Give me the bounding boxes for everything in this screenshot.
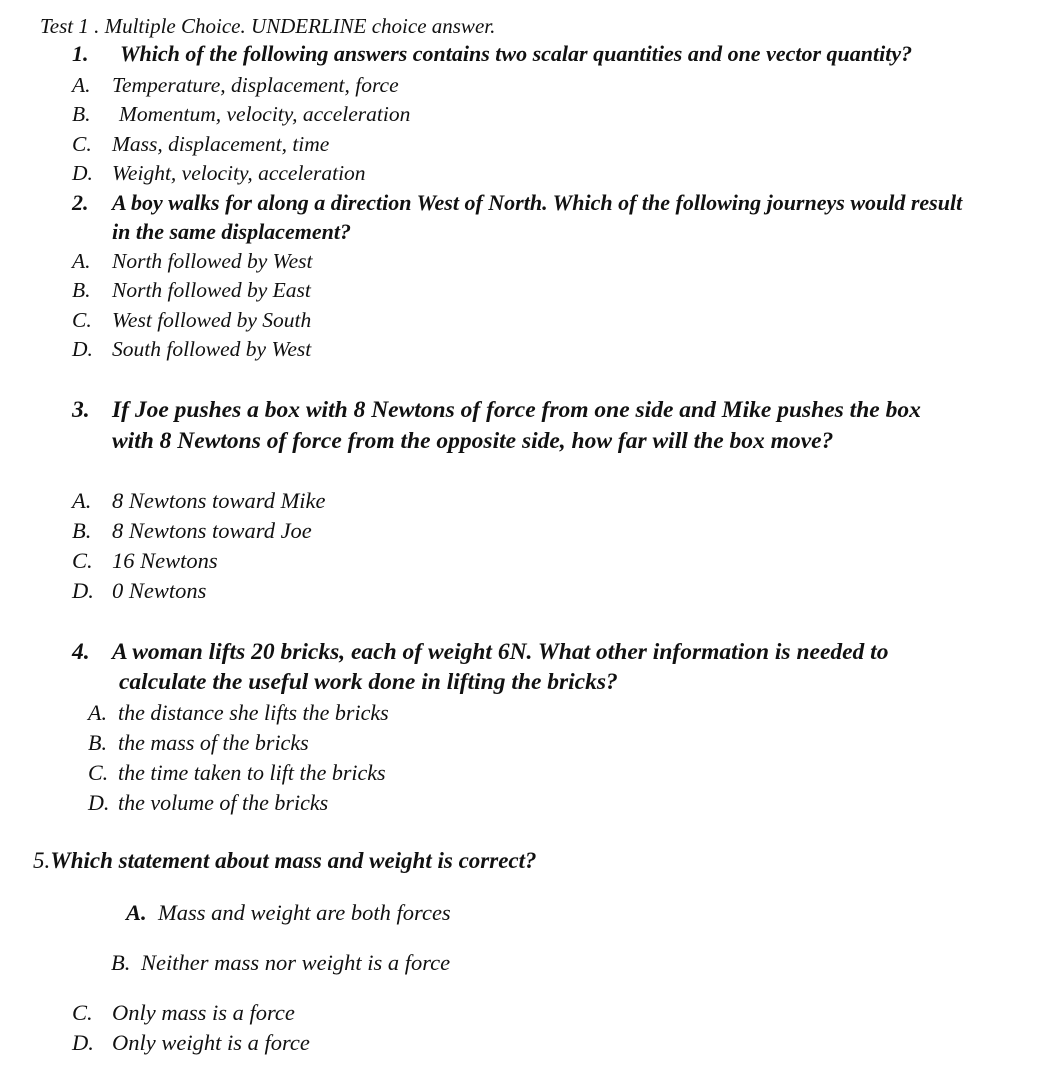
option-letter: C.: [88, 760, 109, 785]
option-text: the distance she lifts the bricks: [118, 700, 389, 725]
question-4-line-2: calculate the useful work done in lifting the bricks?: [119, 669, 618, 695]
option-letter: D.: [72, 161, 93, 185]
question-text: Which of the following answers contains two scalar quantities and one vector quantity?: [120, 41, 913, 66]
option-text: Weight, velocity, acceleration: [112, 161, 366, 185]
option-text: the time taken to lift the bricks: [118, 760, 386, 785]
option-text: Only mass is a force: [112, 1000, 295, 1025]
option-letter: D.: [72, 578, 94, 603]
option-5b[interactable]: [111, 950, 450, 976]
option-1a[interactable]: [72, 73, 399, 98]
option-letter: D.: [88, 790, 110, 815]
option-letter: B.: [111, 950, 131, 975]
option-text: 16 Newtons: [112, 548, 218, 573]
page-title: Test 1 . Multiple Choice. UNDERLINE choice answer.: [40, 14, 496, 38]
option-letter: C.: [72, 1000, 93, 1025]
option-text: 8 Newtons toward Joe: [112, 518, 312, 543]
option-1c[interactable]: [72, 132, 329, 157]
question-3-line-2: with 8 Newtons of force from the opposite side, how far will the box move?: [112, 428, 834, 454]
option-2d[interactable]: [72, 337, 311, 362]
option-letter: D.: [72, 1030, 94, 1055]
option-letter: C.: [72, 308, 92, 332]
option-2c[interactable]: [72, 308, 311, 333]
option-letter: B.: [88, 730, 107, 755]
option-letter: A.: [72, 73, 91, 97]
option-5d[interactable]: [72, 1030, 310, 1056]
question-2: [72, 190, 962, 216]
question-4: [72, 639, 888, 666]
option-2a[interactable]: [72, 249, 312, 274]
option-4a[interactable]: [88, 700, 389, 726]
option-3d[interactable]: [72, 578, 206, 604]
question-number: 1.: [72, 41, 89, 66]
question-number: 5.: [33, 848, 51, 873]
option-3a[interactable]: [72, 488, 326, 514]
option-letter: D.: [72, 337, 93, 361]
option-3b[interactable]: [72, 518, 312, 544]
option-letter: B.: [72, 278, 91, 302]
option-text: 8 Newtons toward Mike: [112, 488, 326, 513]
option-text: Only weight is a force: [112, 1030, 310, 1055]
option-letter: A.: [72, 249, 91, 273]
question-text: If Joe pushes a box with 8 Newtons of force from one side and Mike pushes the box: [112, 397, 921, 423]
option-letter: B.: [72, 102, 91, 126]
option-letter: A.: [88, 700, 107, 725]
option-letter: A.: [72, 488, 92, 513]
option-3c[interactable]: [72, 548, 218, 574]
option-4d[interactable]: [88, 790, 328, 816]
option-letter: A.: [126, 900, 147, 925]
option-4b[interactable]: [88, 730, 309, 756]
option-text: North followed by West: [112, 249, 313, 273]
option-1b[interactable]: [72, 102, 410, 127]
option-text: Momentum, velocity, acceleration: [119, 102, 411, 126]
option-letter: C.: [72, 548, 93, 573]
question-number: 4.: [72, 639, 90, 665]
option-text: 0 Newtons: [112, 578, 207, 603]
question-number: 2.: [72, 190, 89, 215]
option-5a[interactable]: [126, 900, 451, 926]
option-text: Temperature, displacement, force: [112, 73, 399, 97]
option-text: Neither mass nor weight is a force: [141, 950, 451, 975]
question-text: Which statement about mass and weight is correct?: [50, 848, 537, 873]
question-2-line-2: in the same displacement?: [112, 219, 351, 244]
option-1d[interactable]: [72, 161, 366, 186]
option-letter: B.: [72, 518, 92, 543]
option-text: Mass, displacement, time: [112, 132, 330, 156]
question-text: A boy walks for along a direction West of North. Which of the following journeys would result: [112, 190, 963, 215]
option-2b[interactable]: [72, 278, 311, 303]
option-5c[interactable]: [72, 1000, 295, 1026]
option-text: Mass and weight are both forces: [158, 900, 451, 925]
option-text: North followed by East: [112, 278, 311, 302]
option-text: the volume of the bricks: [118, 790, 329, 815]
question-5: [33, 848, 537, 874]
question-number: 3.: [72, 397, 90, 423]
question-3: [72, 397, 921, 424]
option-letter: C.: [72, 132, 92, 156]
question-1: [72, 41, 912, 67]
question-text: A woman lifts 20 bricks, each of weight 6N. What other information is needed to: [112, 639, 889, 665]
option-text: the mass of the bricks: [118, 730, 309, 755]
option-text: West followed by South: [112, 308, 312, 332]
option-text: South followed by West: [112, 337, 312, 361]
option-4c[interactable]: [88, 760, 386, 786]
